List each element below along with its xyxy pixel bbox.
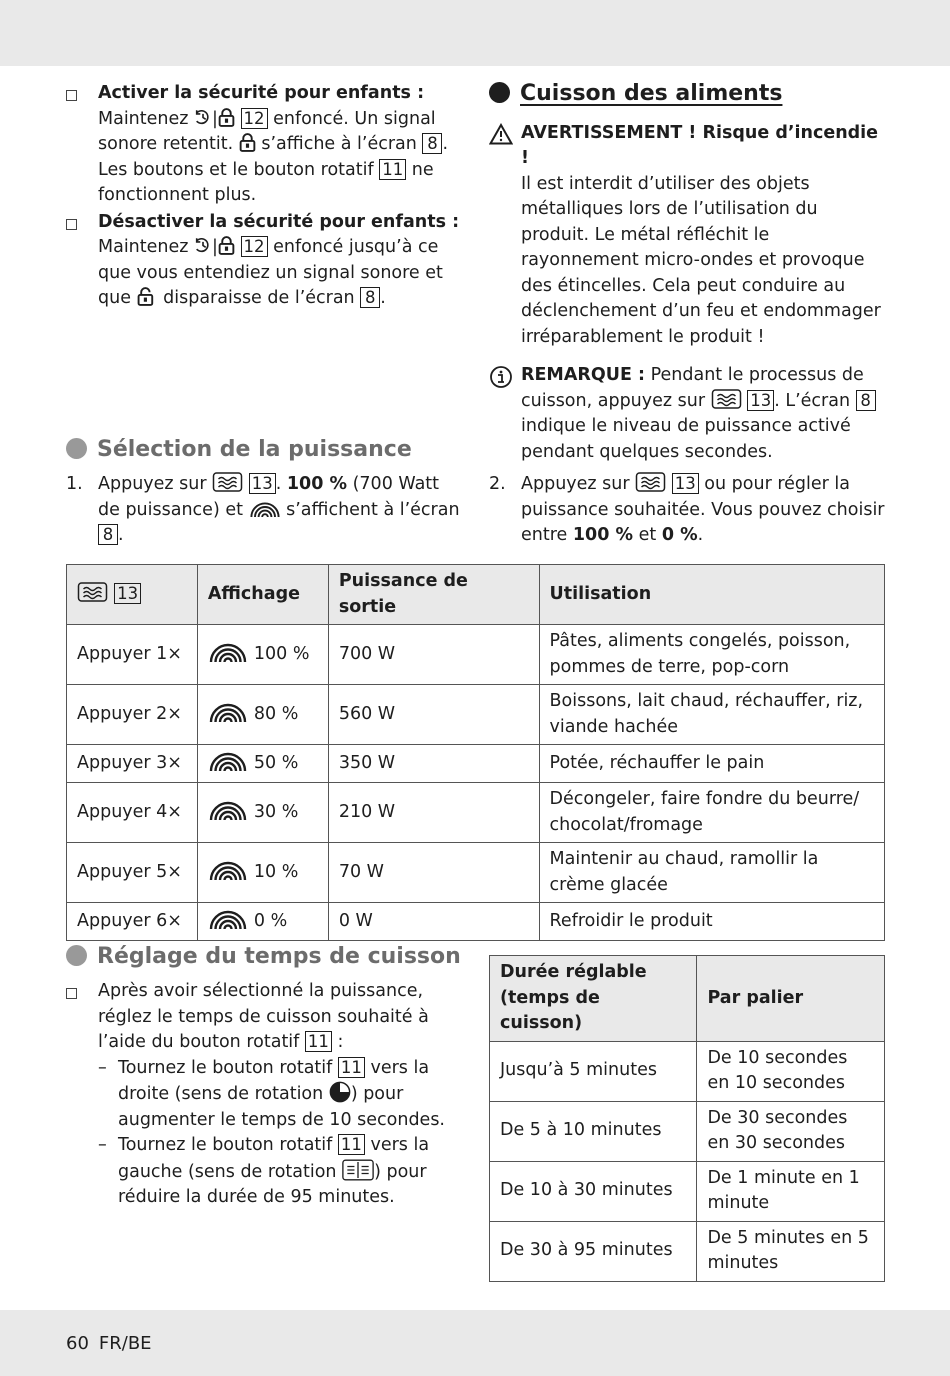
- microwave-icon: [635, 472, 666, 492]
- table-row: [490, 1221, 885, 1281]
- duration-cell: De 10 à 30 minutes: [490, 1161, 697, 1221]
- text: ) pour réduire la durée de 95 minutes.: [118, 1161, 427, 1207]
- display-value: 10 %: [253, 862, 299, 883]
- warning-text: Il est interdit d’utiliser des objets métalliques lors de l’utilisation du produit. Le métal réfléchit le rayonnement micro-ondes et provoque des étincelles. Cela peut conduire au déclenchement d’un feu et endommager irréparablement le produit !: [521, 173, 881, 347]
- table-row: [67, 843, 885, 903]
- text: vers la gauche (sens de rotation: [118, 1135, 430, 1182]
- usage-cell: Décongeler, faire fondre du beurre/ chocolat/fromage: [539, 783, 884, 843]
- cooking-title: [489, 81, 889, 109]
- display-value: 50 %: [253, 753, 299, 774]
- table-row: [67, 783, 885, 843]
- display-cell: [197, 783, 328, 843]
- note-block: [489, 363, 889, 465]
- text: enfoncé. Un signal sonore retentit.: [98, 108, 436, 154]
- text: Après avoir sélectionné la puissance, réglez le temps de cuisson souhaité à l’aide du bouton rotatif: [98, 981, 429, 1052]
- text: ou pour régler la puissance souhaitée. Vous pouvez choisir entre: [521, 474, 885, 545]
- info-icon: [489, 365, 513, 389]
- press-cell: Appuyer 6×: [67, 903, 198, 941]
- bold-value: 100 %: [572, 525, 634, 545]
- checkbox-bullet-icon: [66, 90, 77, 101]
- duration-cell: Jusqu’à 5 minutes: [490, 1041, 697, 1101]
- header-cell-button: [67, 565, 198, 625]
- power-title: [66, 437, 412, 465]
- text: vers la droite (sens de rotation: [118, 1057, 430, 1104]
- warning-block: [489, 121, 889, 351]
- ref-box: 11: [379, 159, 406, 180]
- ref-box: 8: [360, 287, 380, 308]
- microwave-icon: [212, 472, 243, 492]
- display-value: 30 %: [253, 802, 299, 823]
- checkbox-bullet-icon: [66, 219, 77, 230]
- table-row: [490, 1101, 885, 1161]
- text: ne fonctionnent plus.: [98, 159, 434, 205]
- duration-cell: De 30 à 95 minutes: [490, 1221, 697, 1281]
- text: disparaisse de l’écran: [163, 288, 355, 308]
- text: .: [697, 525, 704, 545]
- text: et: [638, 525, 657, 545]
- power-level-icon: [208, 641, 248, 663]
- table-row: [490, 1161, 885, 1221]
- header-cell: Durée réglable (temps de cuisson): [490, 956, 697, 1042]
- time-instructions: [66, 979, 466, 1211]
- text: (700 Watt de puissance) et: [98, 474, 440, 520]
- text: enfoncé jusqu’à ce que vous entendiez un signal sonore et que: [98, 237, 443, 308]
- text: s’affiche à l’écran: [261, 134, 417, 154]
- header-cell: Affichage: [197, 565, 328, 625]
- table-header-row: [67, 565, 885, 625]
- step-cell: De 30 secondes en 30 secondes: [697, 1101, 885, 1161]
- activate-lock-item: Activer la sécurité pour enfants : Maintenez | 12 enfoncé. Un signal sonore retentit. s’affiche à l’écran 8 . Les boutons et le bouton rotatif 11 ne fonctionnent plus.: [66, 81, 466, 209]
- usage-cell: Pâtes, aliments congelés, poisson, pommes de terre, pop-corn: [539, 625, 884, 685]
- activate-lock-heading: Activer la sécurité pour enfants :: [98, 83, 425, 103]
- power-level-icon: [249, 500, 281, 518]
- table-row: [67, 745, 885, 783]
- clock-icon: [194, 108, 212, 127]
- display-value: 0 %: [253, 911, 288, 932]
- duration-cell: De 5 à 10 minutes: [490, 1101, 697, 1161]
- time-dash-left: [98, 1133, 466, 1211]
- header-cell: Puissance de sortie: [328, 565, 539, 625]
- rotate-left-icon: [342, 1159, 374, 1181]
- text: Appuyez sur: [521, 474, 630, 494]
- rotate-right-icon: [329, 1081, 351, 1103]
- time-intro-item: [66, 979, 466, 1211]
- lock-icon: [218, 236, 235, 255]
- ref-box: 13: [747, 390, 774, 411]
- usage-cell: Boissons, lait chaud, réchauffer, riz, viande hachée: [539, 685, 884, 745]
- time-dash-right: [98, 1056, 466, 1134]
- ref-box: 11: [338, 1057, 365, 1078]
- text: :: [337, 1032, 344, 1052]
- step-cell: De 1 minute en 1 minute: [697, 1161, 885, 1221]
- output-cell: 70 W: [328, 843, 539, 903]
- usage-cell: Potée, réchauffer le pain: [539, 745, 884, 783]
- text: Appuyez sur: [98, 474, 207, 494]
- warning-icon: [489, 123, 513, 145]
- usage-cell: Refroidir le produit: [539, 903, 884, 941]
- checkbox-bullet-icon: [66, 988, 77, 999]
- press-cell: Appuyer 2×: [67, 685, 198, 745]
- press-cell: Appuyer 1×: [67, 625, 198, 685]
- press-cell: Appuyer 4×: [67, 783, 198, 843]
- display-cell: [197, 685, 328, 745]
- usage-cell: Maintenir au chaud, ramollir la crème glacée: [539, 843, 884, 903]
- power-step-2: [489, 472, 889, 549]
- clock-icon: [194, 236, 212, 255]
- header-cell: Par palier: [697, 956, 885, 1042]
- microwave-icon: [711, 389, 742, 409]
- press-cell: Appuyer 3×: [67, 745, 198, 783]
- section-title: Sélection de la puissance: [97, 437, 412, 462]
- table-row: [490, 1041, 885, 1101]
- lock-icon: [218, 108, 235, 127]
- display-cell: [197, 843, 328, 903]
- language-code: FR/BE: [98, 1333, 152, 1354]
- power-level-icon: [208, 859, 248, 881]
- page-footer: [66, 1331, 152, 1357]
- section-bullet-icon: [66, 945, 87, 966]
- text: .: [380, 288, 386, 308]
- step-cell: De 10 secondes en 10 secondes: [697, 1041, 885, 1101]
- section-title: Réglage du temps de cuisson: [97, 944, 461, 969]
- ref-box: 13: [249, 473, 276, 494]
- unlock-icon: [137, 287, 158, 306]
- table-row: [67, 903, 885, 941]
- page-number: 60: [66, 1333, 89, 1354]
- bold-value: 100 %: [286, 474, 348, 494]
- press-cell: Appuyer 5×: [67, 843, 198, 903]
- microwave-icon: [77, 582, 108, 602]
- text: ) pour augmenter le temps de 10 secondes.: [118, 1084, 445, 1130]
- table-row: [67, 685, 885, 745]
- ref-box: 11: [305, 1031, 332, 1052]
- power-level-icon: [208, 908, 248, 930]
- text: Maintenez: [98, 237, 189, 257]
- ref-box: 8: [422, 133, 442, 154]
- time-title: [66, 944, 461, 972]
- power-level-icon: [208, 750, 248, 772]
- text: Tournez le bouton rotatif: [118, 1057, 333, 1078]
- display-cell: [197, 745, 328, 783]
- output-cell: 700 W: [328, 625, 539, 685]
- time-table: [489, 955, 885, 1282]
- ref-box: 12: [241, 108, 268, 129]
- ref-box: 13: [114, 583, 141, 604]
- ref-box: 11: [338, 1134, 365, 1155]
- deactivate-lock-heading: Désactiver la sécurité pour enfants :: [98, 211, 460, 232]
- ref-box: 13: [672, 473, 699, 494]
- child-lock-section: [66, 81, 466, 312]
- display-value: 100 %: [253, 644, 310, 665]
- text: Maintenez: [98, 108, 189, 129]
- display-cell: [197, 903, 328, 941]
- power-step-1: 1. Appuyez sur 13 . 100 % (700 Watt de puissance) et s’affichent à l’écran 8 .: [66, 474, 460, 545]
- ref-box: 12: [241, 236, 268, 257]
- section-bullet-icon: [66, 438, 87, 459]
- lock-icon: [239, 133, 256, 152]
- power-table: [66, 564, 885, 941]
- note-text: Pendant le processus de cuisson, appuyez sur: [521, 365, 864, 411]
- top-band: [0, 0, 950, 66]
- ref-box: 8: [856, 390, 876, 411]
- output-cell: 210 W: [328, 783, 539, 843]
- step-number: 1.: [66, 474, 83, 494]
- text: Tournez le bouton rotatif: [118, 1135, 333, 1155]
- header-cell: Utilisation: [539, 565, 884, 625]
- display-value: 80 %: [253, 704, 299, 725]
- text: . Les boutons et le bouton rotatif: [98, 134, 449, 180]
- display-cell: [197, 625, 328, 685]
- step-cell: De 5 minutes en 5 minutes: [697, 1221, 885, 1281]
- note-text: . L’écran: [774, 390, 851, 411]
- cooking-section: [489, 81, 889, 465]
- section-title: Cuisson des aliments: [520, 81, 783, 106]
- table-row: [67, 625, 885, 685]
- output-cell: 350 W: [328, 745, 539, 783]
- ref-box: 8: [98, 524, 118, 545]
- output-cell: 0 W: [328, 903, 539, 941]
- power-level-icon: [208, 799, 248, 821]
- bold-value: 0 %: [661, 525, 698, 545]
- section-bullet-icon: [489, 82, 510, 103]
- power-level-icon: [208, 701, 248, 723]
- table-header-row: [490, 956, 885, 1042]
- deactivate-lock-item: Désactiver la sécurité pour enfants : Maintenez | 12 enfoncé jusqu’à ce que vous entendiez un signal sonore et que disparaisse de l’écran 8 .: [66, 210, 466, 312]
- step-number: 2.: [489, 474, 506, 494]
- text: .: [118, 525, 124, 545]
- note-label: REMARQUE :: [521, 365, 645, 385]
- warning-title: AVERTISSEMENT ! Risque d’incendie !: [521, 122, 879, 168]
- text: s’affichent à l’écran: [286, 499, 460, 520]
- output-cell: 560 W: [328, 685, 539, 745]
- note-text: indique le niveau de puissance activé pendant quelques secondes.: [521, 416, 851, 462]
